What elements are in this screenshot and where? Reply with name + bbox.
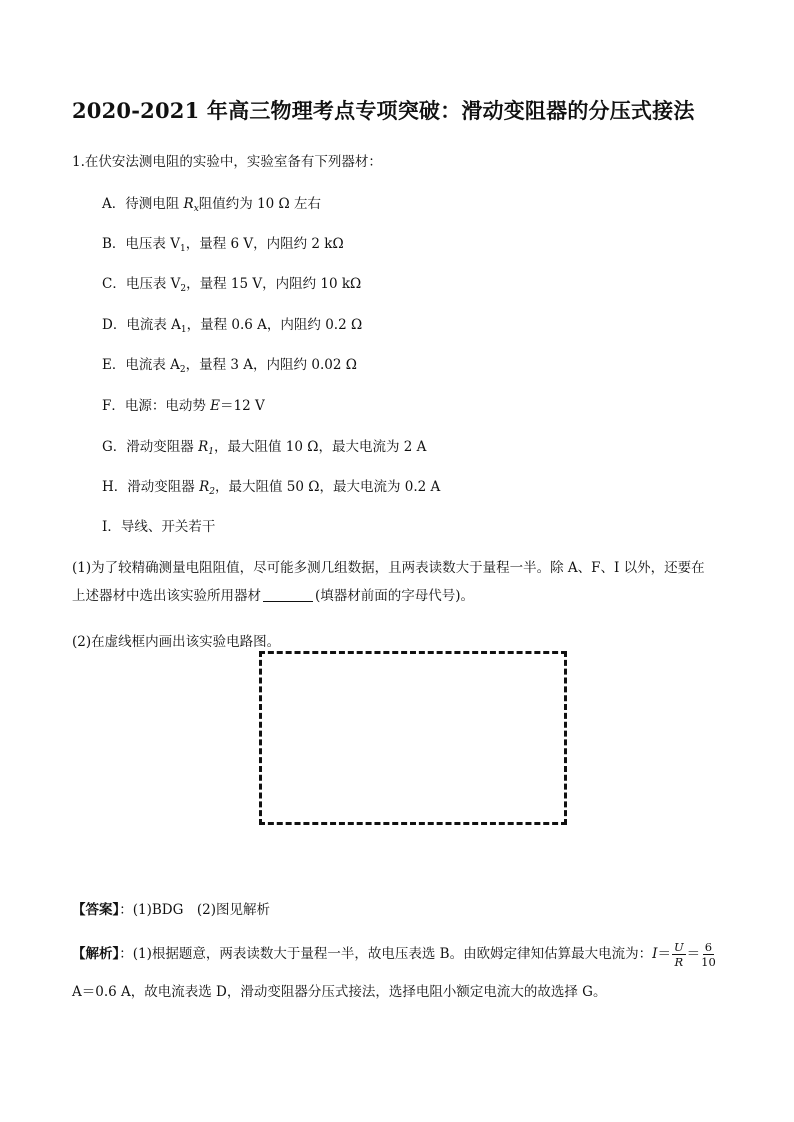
page-title: 2020-2021 年高三物理考点专项突破：滑动变阻器的分压式接法 [72, 98, 695, 123]
answer-label: 【答案】 [72, 902, 120, 918]
option-item [102, 272, 361, 294]
option-text: ，最大阻值 10 Ω，最大电流为 2 A [213, 439, 427, 455]
option-prefix: E．电流表 A [102, 357, 180, 373]
option-symbol: R [199, 479, 210, 495]
analysis-line1 [72, 940, 717, 969]
option-item [102, 232, 344, 254]
formula-current: I [652, 946, 658, 962]
formula-equals-1: ＝ [657, 946, 671, 962]
option-subscript: 2 [180, 284, 187, 294]
fraction-r: R [674, 955, 684, 969]
option-subscript: 1 [179, 244, 186, 254]
answer-blank [263, 587, 313, 602]
option-text: ，量程 3 A，内阻约 0.02 Ω [185, 357, 357, 373]
fraction-6-over-10 [701, 940, 716, 969]
fraction-u: U [673, 940, 684, 954]
analysis-text: ：(1)根据题意，两表读数大于量程一半，故电压表选 B。由欧姆定律知估算最大电流为： [119, 946, 653, 962]
option-subscript: 2 [179, 365, 186, 375]
option-prefix: C．电压表 V [102, 276, 181, 292]
option-text: ，量程 6 V，内阻约 2 kΩ [185, 236, 344, 252]
option-item [102, 435, 426, 457]
option-text: ，量程 0.6 A，内阻约 0.2 Ω [186, 317, 363, 333]
option-item [102, 313, 362, 335]
option-subscript: 2 [209, 487, 215, 497]
option-symbol: R [183, 196, 194, 212]
analysis-label: 【解析】 [72, 946, 120, 962]
option-text: 阻值约为 10 Ω 左右 [198, 196, 322, 212]
option-prefix: B．电压表 V [102, 236, 180, 252]
option-subscript: x [193, 204, 199, 214]
question-intro: 1.在伏安法测电阻的实验中，实验室备有下列器材： [72, 154, 382, 170]
option-item [102, 394, 265, 414]
option-prefix: G．滑动变阻器 [102, 439, 199, 455]
answer-line [72, 898, 270, 918]
option-prefix: F．电源：电动势 [102, 398, 211, 414]
option-subscript: 1 [180, 325, 187, 335]
part1-line2 [72, 584, 474, 604]
option-prefix: I．导线、开关若干 [102, 519, 216, 535]
option-text: ，最大阻值 50 Ω，最大电流为 0.2 A [214, 479, 441, 495]
option-symbol: R [198, 439, 209, 455]
part1-line2-text: 上述器材中选出该实验所用器材 [72, 588, 261, 604]
circuit-drawing-frame [259, 651, 567, 825]
option-text: ＝12 V [220, 398, 265, 414]
part2-prompt: (2)在虚线框内画出该实验电路图。 [72, 634, 281, 650]
part1-line1: (1)为了较精确测量电阻阻值，尽可能多测几组数据，且两表读数大于量程一半。除 A、F、I 以外，还要在 [72, 560, 705, 576]
fraction-10: 10 [701, 955, 716, 969]
option-text: ，量程 15 V，内阻约 10 kΩ [186, 276, 362, 292]
option-item [102, 475, 440, 497]
fraction-6: 6 [704, 940, 713, 954]
option-prefix: H．滑动变阻器 [102, 479, 200, 495]
fraction-u-over-r [672, 940, 686, 969]
option-symbol: E [210, 398, 221, 414]
option-subscript: 1 [208, 447, 214, 457]
formula-equals-2: ＝ [686, 946, 701, 962]
option-item [102, 515, 215, 535]
answer-text: ：(1)BDG (2)图见解析 [119, 902, 271, 918]
part1-line2-hint: (填器材前面的字母代号)。 [315, 588, 475, 604]
option-prefix: D．电流表 A [102, 317, 181, 333]
analysis-line2: A＝0.6 A，故电流表选 D，滑动变阻器分压式接法，选择电阻小额定电流大的故选择 G。 [72, 984, 607, 1000]
option-item [102, 192, 321, 214]
option-prefix: A．待测电阻 [102, 196, 184, 212]
option-item [102, 353, 357, 375]
